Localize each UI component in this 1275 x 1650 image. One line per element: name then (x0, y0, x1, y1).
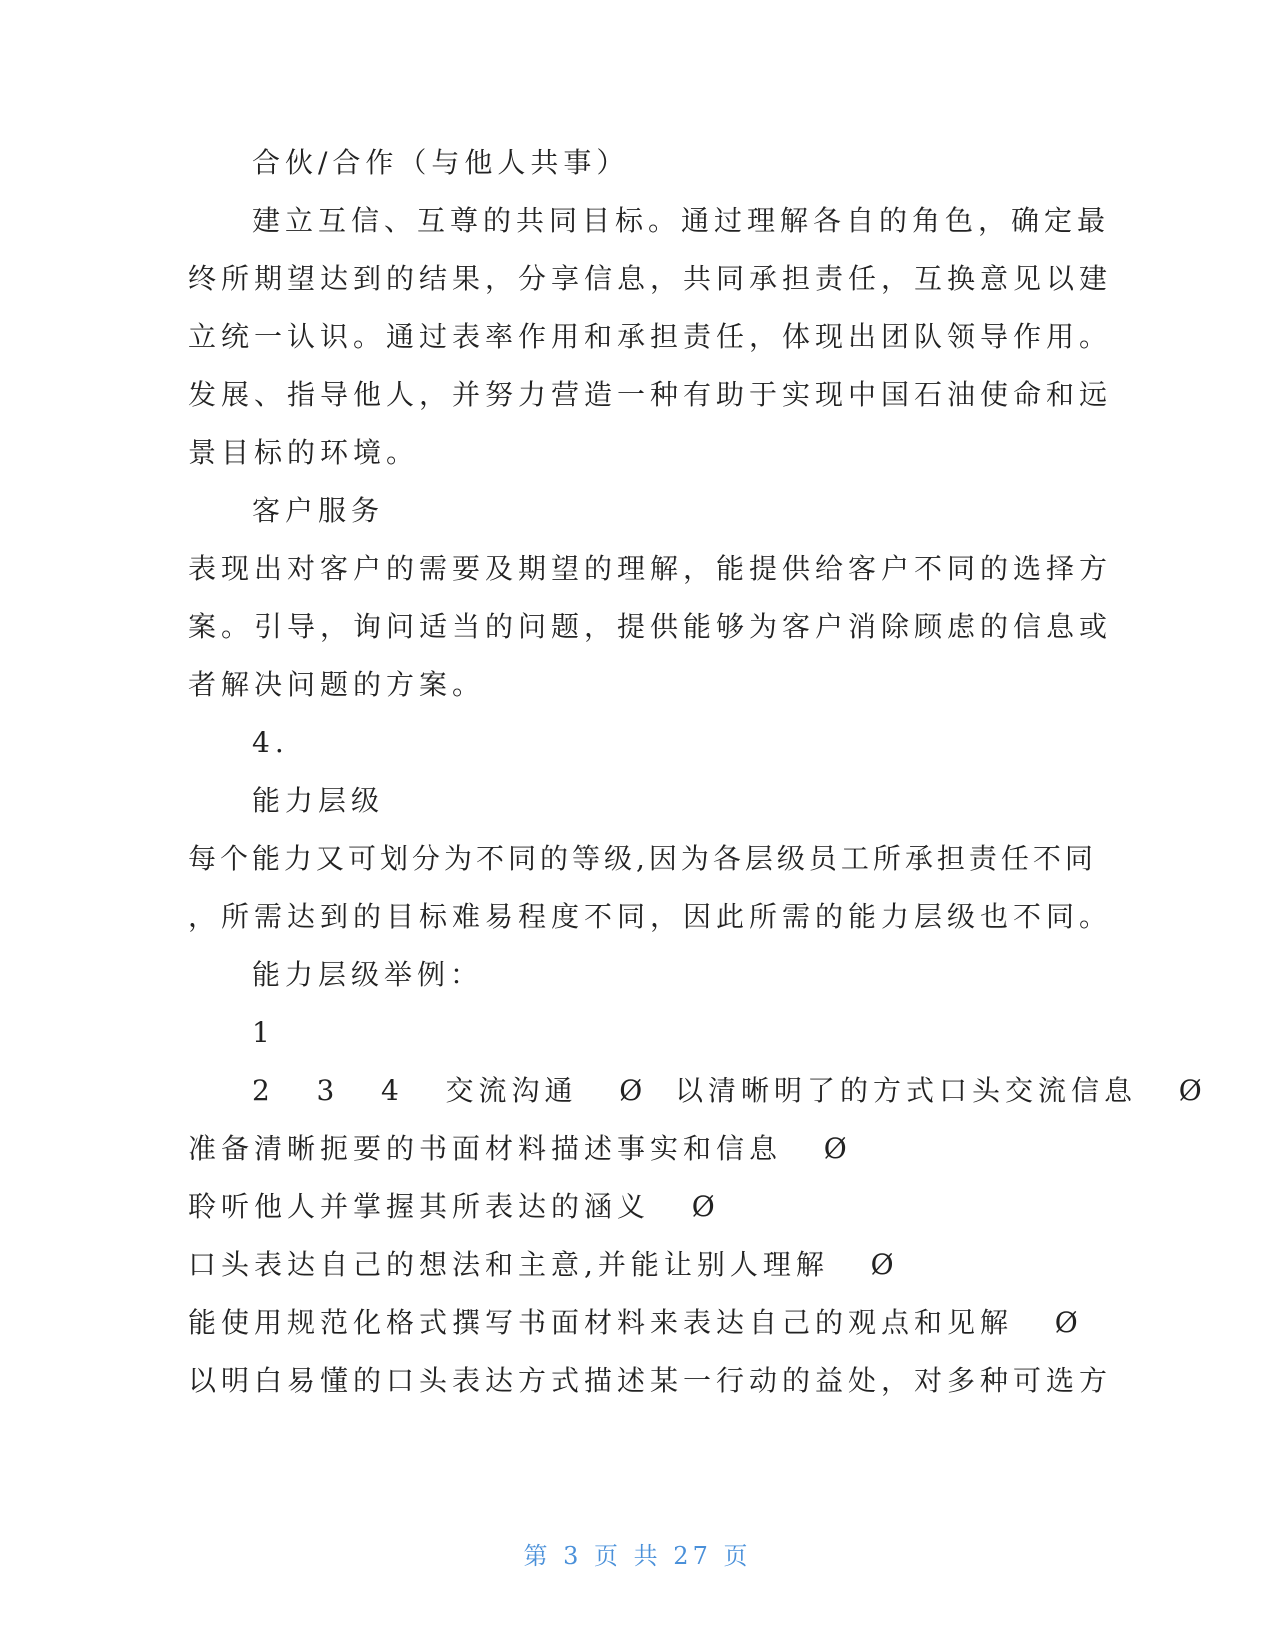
list-item: 口头表达自己的想法和主意,并能让别人理解 Ø (188, 1248, 899, 1281)
section-number: 4. (252, 726, 289, 759)
list-item: 以明白易懂的口头表达方式描述某一行动的益处，对多种可选方 (188, 1364, 1113, 1397)
paragraph-line: 表现出对客户的需要及期望的理解，能提供给客户不同的选择方 (188, 552, 1113, 585)
section-title-ability-levels: 能力层级 (252, 784, 385, 817)
paragraph-line: 立统一认识。通过表率作用和承担责任，体现出团队领导作用。 (188, 320, 1113, 353)
list-item: 聆听他人并掌握其所表达的涵义 Ø (188, 1190, 720, 1223)
paragraph-line: 者解决问题的方案。 (188, 668, 486, 701)
list-item: 准备清晰扼要的书面材料描述事实和信息 Ø (188, 1132, 852, 1165)
section-title-partnership: 合伙/合作（与他人共事） (252, 146, 630, 179)
page-number-footer: 第 3 页 共 27 页 (523, 1542, 752, 1570)
paragraph-line: 每个能力又可划分为不同的等级,因为各层级员工所承担责任不同 (188, 842, 1097, 875)
paragraph-line: 案。引导，询问适当的问题，提供能够为客户消除顾虑的信息或 (188, 610, 1113, 643)
section-title-customer-service: 客户服务 (252, 494, 385, 527)
paragraph-line: 建立互信、互尊的共同目标。通过理解各自的角色，确定最 (252, 204, 1111, 237)
level-row-communication: 2 3 4 交流沟通 Ø 以清晰明了的方式口头交流信息 Ø (252, 1074, 1207, 1107)
paragraph-line: 终所期望达到的结果，分享信息，共同承担责任，互换意见以建 (188, 262, 1113, 295)
section-title-ability-examples: 能力层级举例： (252, 958, 484, 991)
level-number: 1 (252, 1016, 275, 1049)
paragraph-line: 景目标的环境。 (188, 436, 420, 469)
list-item: 能使用规范化格式撰写书面材料来表达自己的观点和见解 Ø (188, 1306, 1083, 1339)
paragraph-line: ，所需达到的目标难易程度不同，因此所需的能力层级也不同。 (188, 900, 1113, 933)
paragraph-line: 发展、指导他人，并努力营造一种有助于实现中国石油使命和远 (188, 378, 1113, 411)
